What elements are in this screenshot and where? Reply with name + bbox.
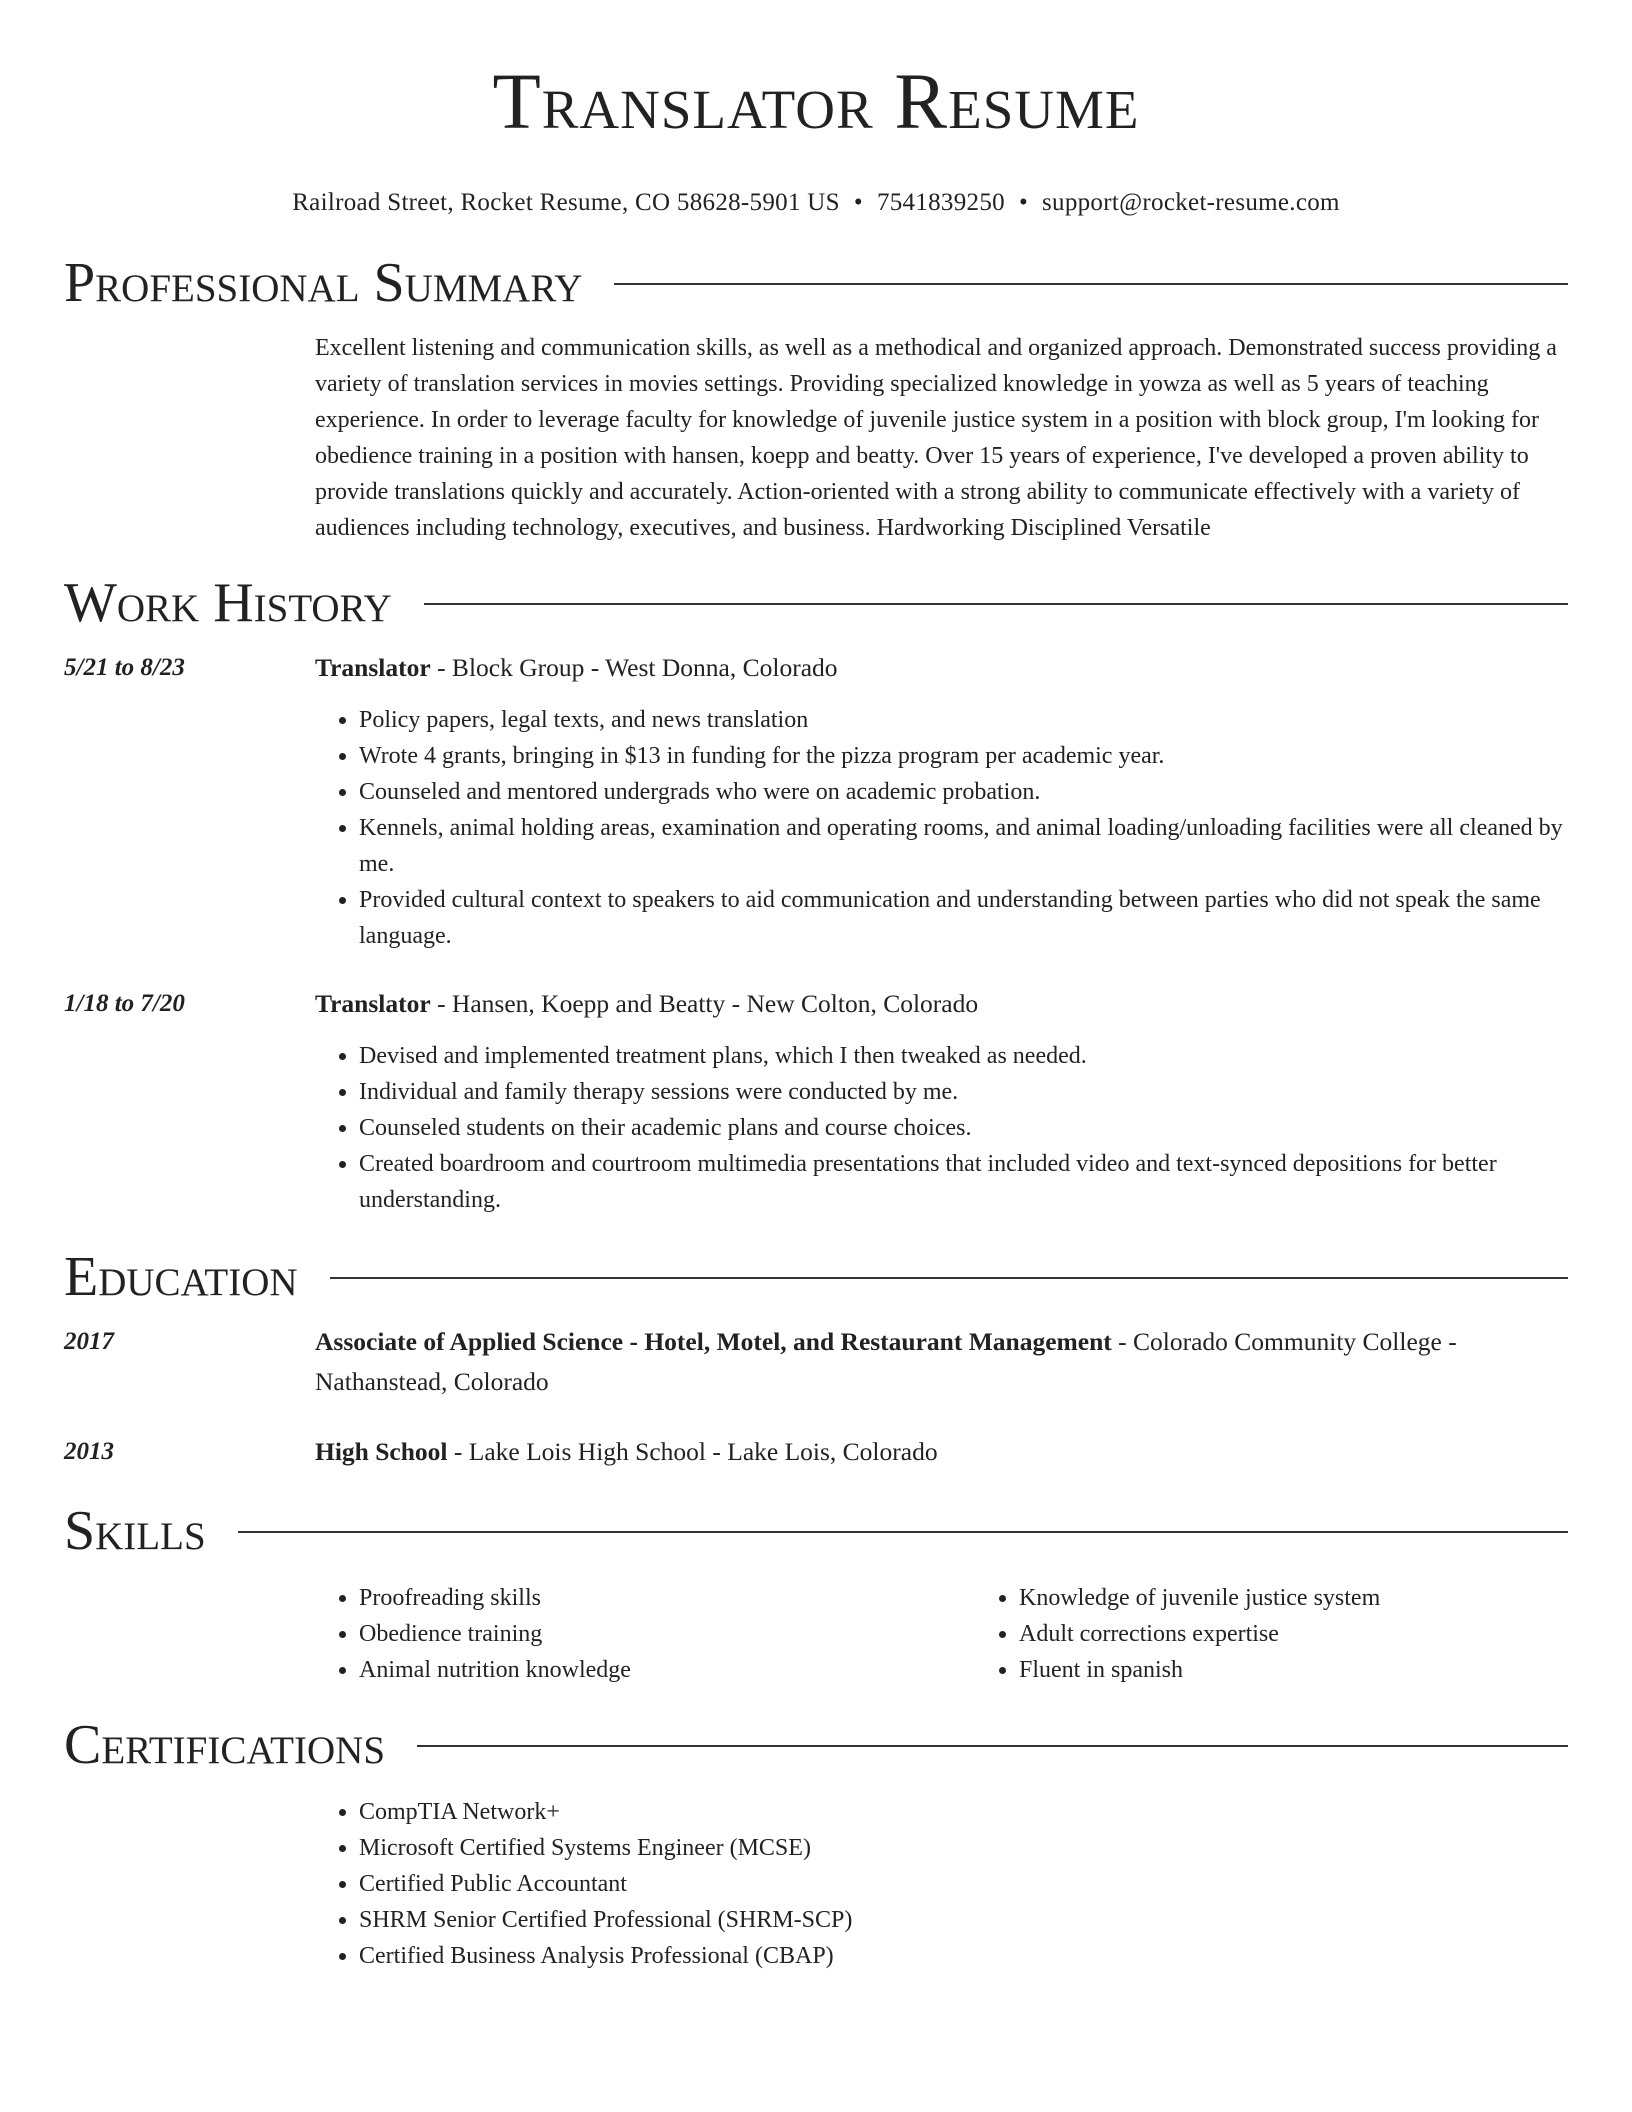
section-divider — [614, 283, 1568, 285]
list-item: • Obedience training — [359, 1616, 975, 1652]
list-item: • Certified Public Accountant — [359, 1866, 1568, 1902]
list-item: • Adult corrections expertise — [1019, 1616, 1380, 1652]
job-bullets — [315, 1038, 1568, 1218]
summary-text: Excellent listening and communication skills, as well as a methodical and organized approach. Demonstrated success providing a variety of translation services in movies settings. Providing specialized knowledge in yowza as well as 5 years of teaching experience. In order to leverage faculty for knowledge of juvenile justice system in a position with block group, I'm looking for obedience training in a position with hansen, koepp and beatty. Over 15 years of experience, I've developed a proven ability to provide translations quickly and accurately. Action-oriented with a strong ability to communicate effectively with a variety of audiences including technology, executives, and business. Hardworking Disciplined Versatile — [315, 335, 1557, 541]
list-item: • Animal nutrition knowledge — [359, 1652, 975, 1688]
skills-section-header — [64, 1494, 1568, 1568]
list-item: • Microsoft Certified Systems Engineer (MCSE) — [359, 1830, 1568, 1866]
separator: • — [1018, 189, 1028, 216]
summary-section-header — [64, 246, 1568, 320]
list-item: • Fluent in spanish — [1019, 1652, 1380, 1688]
job-dates: 5/21 to 8/23 — [64, 654, 185, 681]
degree: Associate of Applied Science - Hotel, Motel, and Restaurant Management — [315, 1327, 1112, 1356]
resume-name: Translator Resume — [492, 59, 1140, 146]
certifications-section-header — [64, 1708, 1568, 1782]
summary-row — [64, 330, 1568, 546]
contact-line — [64, 188, 1568, 218]
education-entry — [64, 1432, 1568, 1472]
job-heading — [315, 648, 1568, 688]
list-item: • Wrote 4 grants, bringing in $13 in funding for the pizza program per academic year. — [359, 738, 1568, 774]
list-item: • Knowledge of juvenile justice system — [1019, 1580, 1380, 1616]
school-details: - Colorado Community College - Nathanstead, Colorado — [315, 1327, 1457, 1396]
list-item: • Counseled students on their academic plans and course choices. — [359, 1110, 1568, 1146]
job-title: Translator — [315, 653, 431, 682]
job-entry — [64, 648, 1568, 954]
list-item: • Kennels, animal holding areas, examination and operating rooms, and animal loading/unloading facilities were all cleaned by me. — [359, 810, 1568, 882]
list-item: • Certified Business Analysis Professional (CBAP) — [359, 1938, 1568, 1974]
skills-row — [64, 1580, 1568, 1688]
certifications-list — [315, 1794, 1568, 1974]
section-divider — [238, 1531, 1568, 1533]
degree: High School — [315, 1437, 448, 1466]
list-item: • Devised and implemented treatment plans, which I then tweaked as needed. — [359, 1038, 1568, 1074]
job-title: Translator — [315, 989, 431, 1018]
education-year: 2017 — [64, 1328, 114, 1355]
section-divider — [417, 1745, 1568, 1747]
certifications-row — [64, 1794, 1568, 1974]
list-item: • Policy papers, legal texts, and news translation — [359, 702, 1568, 738]
email: support@rocket-resume.com — [1042, 189, 1340, 216]
list-item: • Proofreading skills — [359, 1580, 975, 1616]
summary-heading: Professional Summary — [64, 252, 583, 314]
list-item: • Created boardroom and courtroom multimedia presentations that included video and text-synced depositions for better understanding. — [359, 1146, 1568, 1218]
skills-grid — [315, 1580, 1568, 1688]
list-item: • Provided cultural context to speakers to aid communication and understanding between parties who did not speak the same language. — [359, 882, 1568, 954]
work-section-header — [64, 566, 1568, 640]
school-details: - Lake Lois High School - Lake Lois, Colorado — [447, 1437, 938, 1466]
education-heading: Education — [64, 1246, 298, 1308]
education-entry — [64, 1322, 1568, 1402]
list-item: • CompTIA Network+ — [359, 1794, 1568, 1830]
work-heading: Work History — [64, 572, 392, 634]
skills-list-right — [975, 1580, 1380, 1688]
separator: • — [853, 189, 863, 216]
skills-list-left — [315, 1580, 975, 1688]
certifications-heading: Certifications — [64, 1714, 386, 1776]
job-entry — [64, 984, 1568, 1218]
job-heading — [315, 984, 1568, 1024]
list-item: • SHRM Senior Certified Professional (SHRM-SCP) — [359, 1902, 1568, 1938]
job-details: - Hansen, Koepp and Beatty - New Colton, Colorado — [430, 989, 979, 1018]
job-bullets — [315, 702, 1568, 954]
job-details: - Block Group - West Donna, Colorado — [430, 653, 838, 682]
section-divider — [424, 603, 1568, 605]
address: Railroad Street, Rocket Resume, CO 58628-5901 US — [292, 189, 840, 216]
education-section-header — [64, 1240, 1568, 1314]
section-divider — [330, 1277, 1568, 1279]
job-dates: 1/18 to 7/20 — [64, 990, 185, 1017]
education-year: 2013 — [64, 1438, 114, 1465]
phone: 7541839250 — [876, 189, 1005, 216]
list-item: • Counseled and mentored undergrads who were on academic probation. — [359, 774, 1568, 810]
list-item: • Individual and family therapy sessions were conducted by me. — [359, 1074, 1568, 1110]
skills-heading: Skills — [64, 1500, 206, 1562]
